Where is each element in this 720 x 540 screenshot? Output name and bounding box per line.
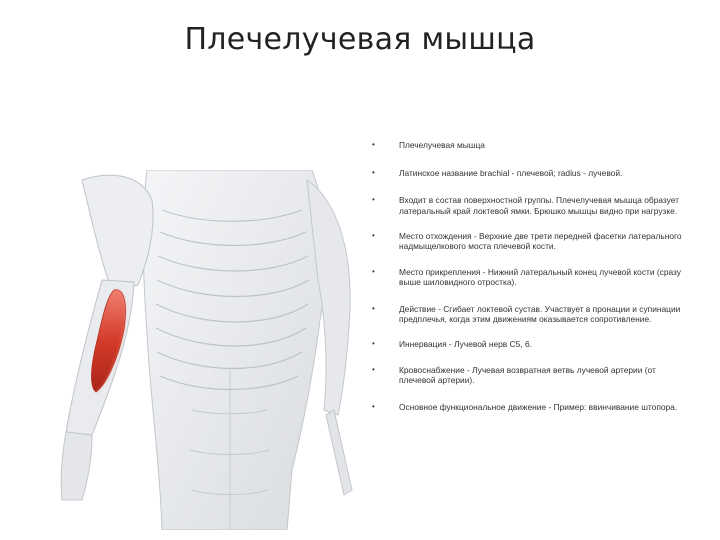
list-item bbox=[368, 231, 688, 251]
muscle-anatomy-illustration bbox=[52, 170, 372, 530]
bullet-text: Входит в состав поверхностной группы. Плечелучевая мышца образует латеральный край локтевой ямки. Брюшко мышцы видно при нагрузке. bbox=[399, 195, 679, 216]
anatomy-figure bbox=[52, 170, 372, 530]
bullet-marker: • bbox=[372, 140, 375, 149]
bullet-text: Действие - Сгибает локтевой сустав. Участвует в пронации и супинации предплечья, когда этим движениям оказывается сопротивление. bbox=[399, 303, 681, 324]
bullet-text: Кровоснабжение - Лучевая возвратная ветвь лучевой артерии (от плечевой артерии). bbox=[399, 365, 656, 386]
slide-title: Плечелучевая мышца bbox=[184, 22, 536, 57]
bullet-text: Место прикрепления - Нижний латеральный конец лучевой кости (сразу выше шиловидного отростка). bbox=[399, 267, 681, 288]
list-item bbox=[368, 365, 688, 385]
list-item bbox=[368, 304, 688, 324]
torso-shape bbox=[143, 170, 327, 530]
list-item bbox=[368, 140, 688, 150]
bullet-text: Плечелучевая мышца bbox=[399, 140, 485, 150]
list-item bbox=[368, 267, 688, 287]
bullet-marker: • bbox=[372, 195, 375, 205]
list-item bbox=[368, 339, 688, 349]
bullet-text: Место отхождения - Верхние две трети передней фасетки латерального надмыщелкового моста плечевой кости. bbox=[399, 230, 682, 252]
list-item bbox=[368, 168, 688, 178]
bullet-list bbox=[368, 140, 688, 412]
bullet-marker: • bbox=[372, 339, 375, 349]
bullet-marker: • bbox=[372, 168, 375, 178]
bullet-text: Основное функциональное движение - Пример: ввинчивание штопора. bbox=[399, 401, 678, 412]
bullet-text: Иннервация - Лучевой нерв C5, 6. bbox=[399, 339, 532, 350]
bullet-text: Латинское название brachial - плечевой; radius - лучевой. bbox=[399, 168, 623, 179]
bullet-marker: • bbox=[372, 267, 375, 277]
bullet-marker: • bbox=[372, 303, 375, 313]
bullet-marker: • bbox=[372, 365, 375, 375]
left-upper-arm bbox=[82, 175, 153, 290]
bullet-marker: • bbox=[372, 401, 375, 411]
left-hand bbox=[61, 432, 92, 500]
list-item bbox=[368, 402, 688, 412]
list-item bbox=[368, 195, 688, 215]
bullet-marker: • bbox=[372, 230, 375, 240]
